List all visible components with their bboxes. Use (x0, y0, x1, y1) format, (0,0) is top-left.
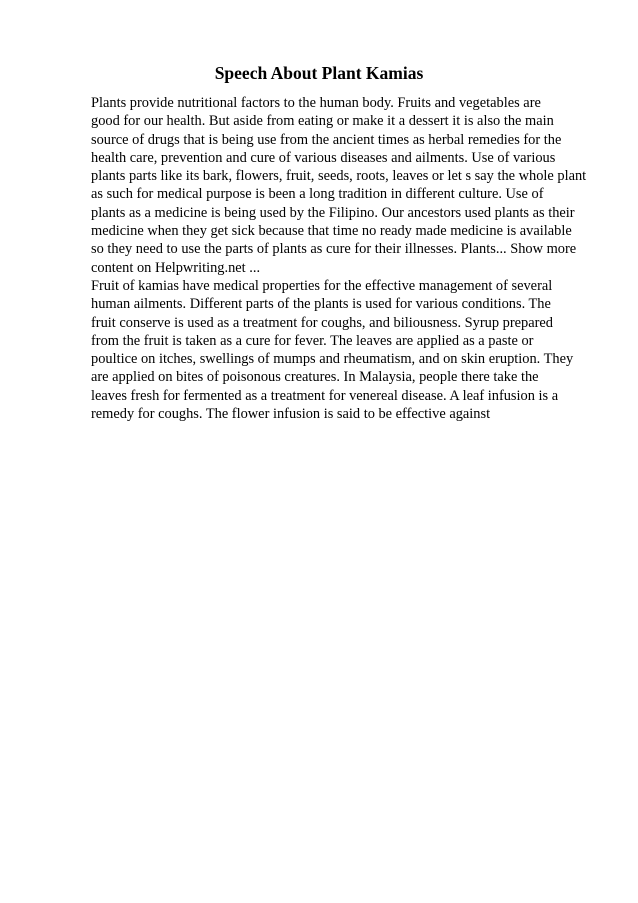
document-body (91, 94, 587, 423)
body-line: content on Helpwriting.net ... (91, 259, 261, 276)
body-line: medicine when they get sick because that time no ready made medicine is available (91, 223, 572, 240)
body-line: from the fruit is taken as a cure for fever. The leaves are applied as a paste or (91, 332, 534, 349)
body-line: fruit conserve is used as a treatment for coughs, and biliousness. Syrup prepared (91, 314, 553, 331)
body-line: leaves fresh for fermented as a treatment for venereal disease. A leaf infusion is a (91, 387, 559, 404)
body-line: Plants provide nutritional factors to the human body. Fruits and vegetables are (91, 95, 541, 111)
body-line: Fruit of kamias have medical properties for the effective management of several (91, 277, 553, 294)
body-line: plants as a medicine is being used by the Filipino. Our ancestors used plants as their (91, 204, 575, 221)
body-line: as such for medical purpose is been a long tradition in different culture. Use of (91, 186, 544, 203)
body-line: are applied on bites of poisonous creatures. In Malaysia, people there take the (91, 369, 539, 386)
body-line: good for our health. But aside from eating or make it a dessert it is also the main (91, 113, 554, 130)
body-line: poultice on itches, swellings of mumps and rheumatism, and on skin eruption. They (91, 351, 574, 368)
body-line: health care, prevention and cure of various diseases and ailments. Use of various (91, 149, 556, 166)
body-line: source of drugs that is being use from the ancient times as herbal remedies for the (91, 131, 562, 148)
body-line: plants parts like its bark, flowers, fruit, seeds, roots, leaves or let s say the whole plant (91, 168, 587, 185)
document-title: Speech About Plant Kamias (214, 63, 424, 83)
body-line: human ailments. Different parts of the plants is used for various conditions. The (91, 296, 551, 313)
body-line: so they need to use the parts of plants as cure for their illnesses. Plants... Show more (91, 241, 577, 258)
body-line: remedy for coughs. The flower infusion is said to be effective against (91, 406, 491, 423)
